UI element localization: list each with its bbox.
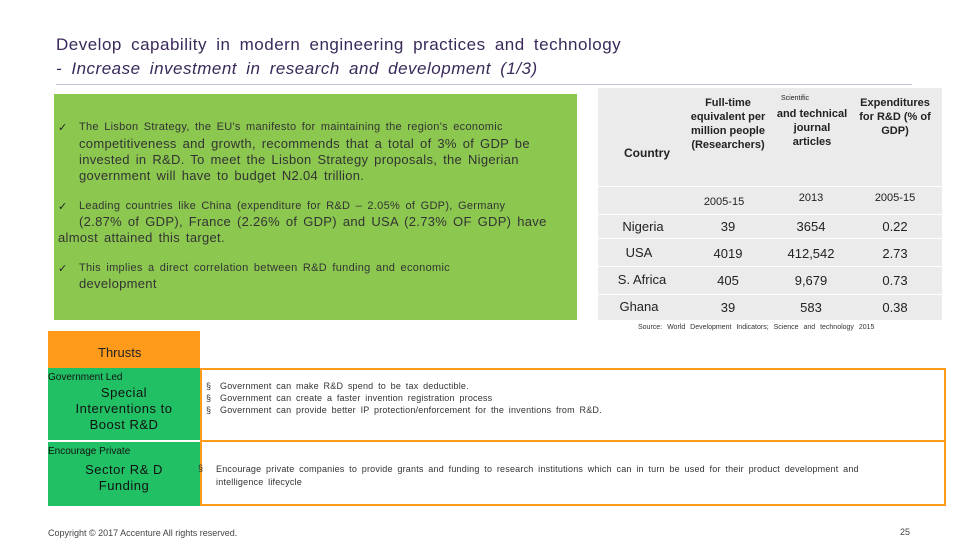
thrust-row-2-category: Encourage Private bbox=[48, 446, 131, 457]
bullet-icon: § bbox=[206, 381, 212, 391]
list-item-text: Government can provide better IP protection/enforcement for the inventions from R&D. bbox=[220, 405, 602, 415]
bullet-3-text: development bbox=[79, 276, 157, 291]
list-item bbox=[198, 463, 918, 489]
table-row-researchers: 39 bbox=[720, 300, 736, 315]
header-articles: and technical journal articles bbox=[776, 108, 848, 148]
rnd-comparison-table bbox=[598, 88, 942, 320]
table-row-articles: 3654 bbox=[796, 219, 826, 234]
bullet-2-lead: Leading countries like China (expenditure for R&D – 2.05% of GDP), Germany bbox=[79, 200, 506, 212]
thrusts-row-divider bbox=[200, 440, 946, 442]
thrust-row-2-label-cell bbox=[48, 442, 200, 506]
header-scientific-label: Scientific bbox=[780, 95, 809, 102]
key-points-box bbox=[54, 94, 577, 320]
row-separator bbox=[598, 266, 942, 267]
bullet-icon: § bbox=[206, 393, 212, 403]
table-row-articles: 9,679 bbox=[794, 273, 828, 288]
thrust-row-1-label-cell bbox=[48, 368, 200, 440]
list-item bbox=[206, 393, 926, 405]
list-item-text: Government can create a faster invention registration process bbox=[220, 393, 493, 403]
table-row-country: Ghana bbox=[619, 299, 659, 314]
row-separator bbox=[598, 238, 942, 239]
bullet-2-text: (2.87% of GDP), France (2.26% of GDP) and USA (2.73% OF GDP) have almost attained this target. bbox=[58, 214, 547, 245]
table-row-expenditure: 0.22 bbox=[882, 219, 908, 234]
copyright-text: Copyright © 2017 Accenture All rights reserved. bbox=[48, 528, 238, 538]
table-row-articles: 412,542 bbox=[787, 246, 835, 261]
title-divider bbox=[56, 84, 912, 85]
table-row-articles: 583 bbox=[800, 300, 822, 315]
thrust-row-1-list bbox=[206, 381, 926, 417]
page-subtitle: - Increase investment in research and development (1/3) bbox=[56, 59, 538, 78]
table-row-researchers: 39 bbox=[720, 219, 736, 234]
year-articles: 2013 bbox=[798, 192, 824, 204]
year-expenditures: 2005-15 bbox=[874, 192, 916, 204]
table-row-expenditure: 0.38 bbox=[882, 300, 908, 315]
thrust-row-2-title: Sector R& D Funding bbox=[85, 462, 163, 493]
table-row-country: Nigeria bbox=[622, 219, 664, 234]
year-researchers: 2005-15 bbox=[703, 196, 745, 208]
page-number: 25 bbox=[900, 527, 911, 537]
page-title: Develop capability in modern engineering practices and technology bbox=[56, 35, 622, 54]
checkmark-icon: ✓ bbox=[58, 201, 68, 213]
list-item bbox=[206, 405, 926, 417]
checkmark-icon: ✓ bbox=[58, 263, 68, 275]
checkmark-icon: ✓ bbox=[58, 122, 68, 134]
list-item bbox=[206, 381, 926, 393]
thrust-row-1-category: Government Led bbox=[48, 372, 123, 383]
list-item-text: Government can make R&D spend to be tax deductible. bbox=[220, 381, 469, 391]
table-row-country: USA bbox=[625, 245, 653, 260]
row-separator bbox=[598, 186, 942, 187]
table-row-researchers: 4019 bbox=[713, 246, 743, 261]
table-source-note: Source: World Development Indicators; Science and technology 2015 bbox=[638, 324, 875, 331]
list-item-text: Encourage private companies to provide grants and funding to research institutions which can in turn be used for their product development and intelligence lifecycle bbox=[216, 464, 859, 487]
header-expenditures: Expenditures for R&D (% of GDP) bbox=[859, 97, 931, 137]
row-separator bbox=[598, 294, 942, 295]
header-researchers: Full-time equivalent per million people (Researchers) bbox=[690, 97, 766, 151]
row-separator bbox=[598, 214, 942, 215]
table-row-expenditure: 2.73 bbox=[882, 246, 908, 261]
header-country: Country bbox=[624, 146, 670, 160]
bullet-3-lead: This implies a direct correlation between R&D funding and economic bbox=[79, 262, 451, 274]
thrusts-header-label: Thrusts bbox=[98, 345, 142, 360]
bullet-1-text: competitiveness and growth, recommends that a total of 3% of GDP be invested in R&D. To meet the Lisbon Strategy proposals, the Nigerian government will have to budget N2.04 trillion. bbox=[79, 136, 530, 183]
thrust-row-2-list bbox=[198, 463, 918, 489]
bullet-1-lead: The Lisbon Strategy, the EU's manifesto for maintaining the region's economic bbox=[79, 121, 503, 133]
bullet-icon: § bbox=[206, 405, 212, 415]
table-row-researchers: 405 bbox=[717, 273, 739, 288]
table-row-expenditure: 0.73 bbox=[882, 273, 908, 288]
bullet-icon: § bbox=[198, 463, 204, 473]
thrust-row-1-title: Special Interventions to Boost R&D bbox=[75, 385, 173, 432]
table-row-country: S. Africa bbox=[617, 272, 667, 287]
thrusts-header bbox=[48, 331, 200, 368]
